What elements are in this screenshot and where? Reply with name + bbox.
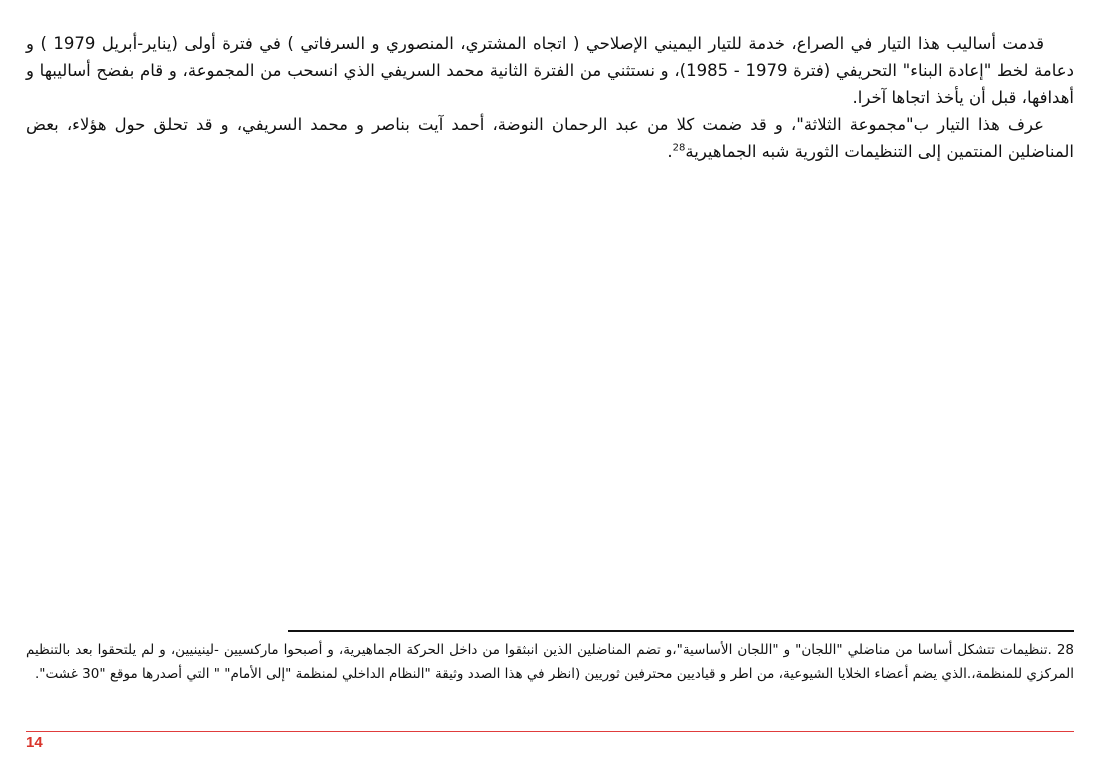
paragraph-2 <box>26 111 1074 165</box>
footer-divider <box>26 731 1074 732</box>
paragraph-2-end: . <box>667 142 673 161</box>
footnote <box>26 638 1074 686</box>
paragraph-2-text: عرف هذا التيار ب"مجموعة الثلاثة"، و قد ضمت كلا من عبد الرحمان النوضة، أحمد آيت بناصر و محمد السريفي، و قد تحلق حول هؤلاء، بعض المناضلين المنتمين إلى التنظيمات الثورية شبه الجماهيرية <box>26 115 1074 161</box>
page-number: 14 <box>26 734 43 751</box>
paragraph-1 <box>26 30 1074 111</box>
footnote-text: 28 .تنظيمات تتشكل أساسا من مناضلي "اللجان" و "اللجان الأساسية"،و تضم المناضلين الذين انبثقوا من داخل الحركة الجماهيرية، و أصبحوا ماركسيين -لينينيين، و لم يلتحقوا بعد بالتنظيم المركزي للمنظمة،.الذي يضم أعضاء الخلايا الشيوعية، من اطر و قياديين محترفين ثوريين (انظر في هذا الصدد وثيقة "النظام الداخلي لمنظمة "إلى الأمام" " التي أصدرها موقع "30 غشت". <box>26 642 1074 682</box>
body-text <box>26 30 1074 165</box>
footnote-reference[interactable]: 28 <box>672 142 686 154</box>
footnote-separator <box>288 630 1074 632</box>
paragraph-1-text: قدمت أساليب هذا التيار في الصراع، خدمة للتيار اليميني الإصلاحي ( اتجاه المشتري، المنصوري و السرفاتي ) في فترة أولى (يناير-أبريل 1979 ) و دعامة لخط "إعادة البناء" التحريفي (فترة 1979 - 1985)، و نستثني من الفترة الثانية محمد السريفي الذي انسحب من المجموعة، و قام بفضح أساليبها و أهدافها، قبل أن يأخذ اتجاها آخرا. <box>26 34 1074 107</box>
